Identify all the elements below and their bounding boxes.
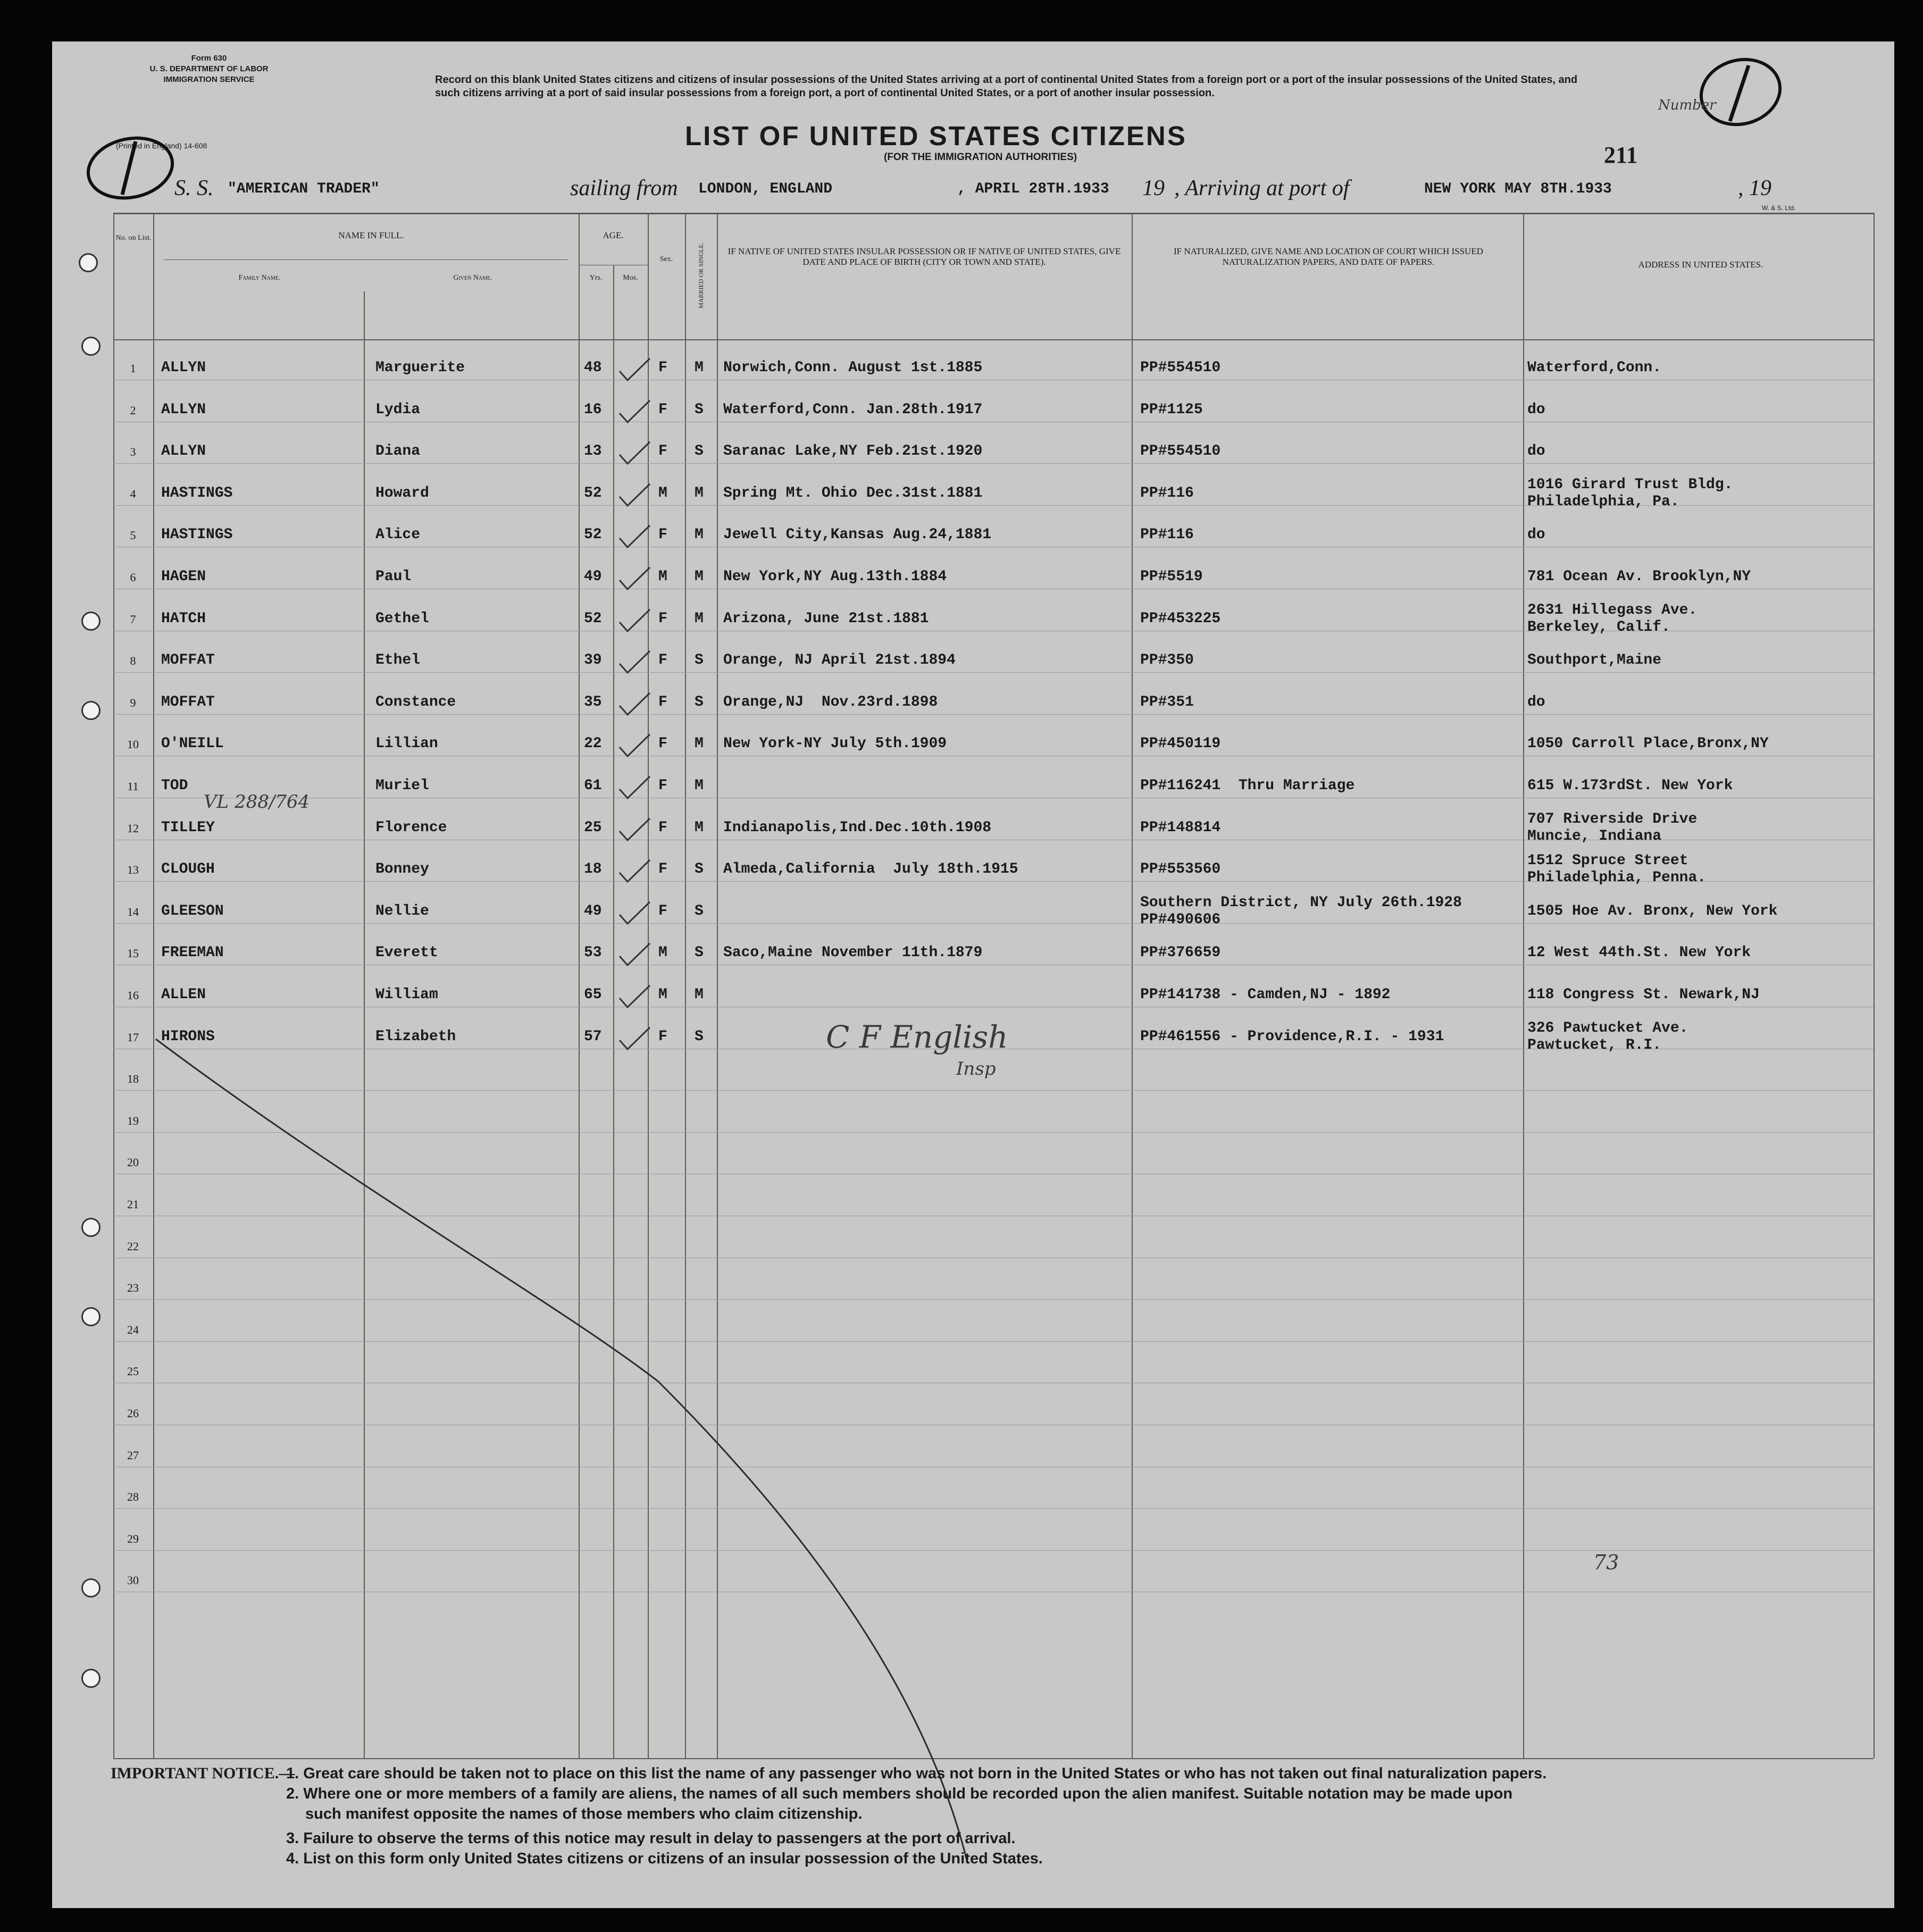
sex-cell: F	[658, 401, 667, 418]
marital-status-cell: M	[695, 819, 704, 836]
marital-status-cell: S	[695, 861, 704, 878]
handwritten-note-row12: VL 288/764	[204, 791, 310, 813]
family-name-cell: MOFFAT	[161, 693, 215, 710]
address-cell: 12 West 44th.St. New York	[1527, 944, 1751, 961]
sex-cell: F	[658, 693, 667, 710]
sex-cell: F	[658, 610, 667, 627]
cancel-line	[52, 41, 1894, 1908]
given-name-cell: Marguerite	[375, 359, 465, 376]
birth-place-cell: New York-NY July 5th.1909	[723, 735, 947, 752]
sailing-date: , APRIL 28TH.1933	[957, 181, 1109, 197]
list-title: LIST OF UNITED STATES CITIZENS	[685, 121, 1187, 151]
row-number: 15	[127, 947, 139, 960]
naturalization-cell: PP#450119	[1140, 735, 1221, 752]
naturalization-cell: PP#5519	[1140, 568, 1203, 585]
age-cell: 52	[584, 484, 602, 501]
inspector-title: Insp	[956, 1058, 996, 1080]
marital-status-cell: M	[695, 359, 704, 376]
arriving-label: , Arriving at port of	[1174, 176, 1350, 200]
sailing-label: sailing from	[570, 176, 678, 200]
address-cell: 326 Pawtucket Ave. Pawtucket, R.I.	[1527, 1019, 1688, 1053]
notice-item-1: 1. Great care should be taken not to place on this list the name of any passenger who was not born in the United States or who has not taken out final naturalization papers.	[286, 1765, 1547, 1782]
port-from: LONDON, ENGLAND	[698, 181, 833, 197]
family-name-cell: HASTINGS	[161, 484, 233, 501]
sex-cell: M	[658, 484, 667, 501]
row-number: 27	[127, 1448, 139, 1462]
given-name-cell: Diana	[375, 443, 421, 460]
naturalization-cell: PP#116241 Thru Marriage	[1140, 777, 1355, 794]
family-name-cell: MOFFAT	[161, 652, 215, 669]
given-name-cell: William	[375, 986, 438, 1003]
family-name-cell: GLEESON	[161, 902, 224, 919]
given-name-cell: Everett	[375, 944, 438, 961]
naturalization-cell: PP#116	[1140, 526, 1194, 543]
row-number: 7	[130, 612, 136, 626]
naturalization-cell: Southern District, NY July 26th.1928 PP#490606	[1140, 894, 1462, 928]
vessel-prefix: S. S.	[174, 176, 214, 200]
address-cell: 707 Riverside Drive Muncie, Indiana	[1527, 810, 1698, 844]
given-name-cell: Elizabeth	[375, 1028, 456, 1045]
header-mos: Mos.	[623, 274, 638, 282]
marital-status-cell: S	[695, 944, 704, 961]
family-name-cell: HATCH	[161, 610, 206, 627]
header-no: No. on List.	[115, 234, 152, 242]
naturalization-cell: PP#351	[1140, 693, 1194, 710]
header-address: ADDRESS IN UNITED STATES.	[1638, 260, 1763, 270]
notice-label: IMPORTANT NOTICE.—	[111, 1764, 295, 1782]
age-cell: 49	[584, 568, 602, 585]
family-name-cell: ALLYN	[161, 443, 206, 460]
naturalization-cell: PP#461556 - Providence,R.I. - 1931	[1140, 1028, 1444, 1045]
marital-status-cell: M	[695, 986, 704, 1003]
birth-place-cell: Spring Mt. Ohio Dec.31st.1881	[723, 484, 983, 501]
number-label: Number	[1658, 97, 1716, 113]
row-number: 4	[130, 487, 136, 500]
naturalization-cell: PP#553560	[1140, 861, 1221, 878]
marital-status-cell: M	[695, 568, 704, 585]
family-name-cell: HAGEN	[161, 568, 206, 585]
naturalization-cell: PP#1125	[1140, 401, 1203, 418]
family-name-cell: ALLYN	[161, 401, 206, 418]
age-cell: 61	[584, 777, 602, 794]
birth-place-cell: Norwich,Conn. August 1st.1885	[723, 359, 983, 376]
row-number: 3	[130, 445, 136, 459]
naturalization-cell: PP#116	[1140, 484, 1194, 501]
given-name-cell: Florence	[375, 819, 447, 836]
intro-text: Record on this blank United States citizens and citizens of insular possessions of the United States arriving at a port of continental United States from a foreign port or a port of the insular possessions of the United States, and such citizens arriving at a port of said insular possessions from a foreign port, a port of continental United States, or a port of another insular possession.	[435, 74, 1578, 99]
notice-item-3: 3. Failure to observe the terms of this notice may result in delay to passengers at the port of arrival.	[286, 1830, 1016, 1847]
sex-cell: F	[658, 777, 667, 794]
row-number: 14	[127, 905, 139, 918]
family-name-cell: FREEMAN	[161, 944, 224, 961]
marital-status-cell: M	[695, 777, 704, 794]
family-name-cell: CLOUGH	[161, 861, 215, 878]
row-number: 24	[127, 1323, 139, 1336]
given-name-cell: Howard	[375, 484, 429, 501]
address-cell: 781 Ocean Av. Brooklyn,NY	[1527, 568, 1751, 585]
vessel-name: "AMERICAN TRADER"	[228, 181, 380, 197]
sex-cell: F	[658, 819, 667, 836]
naturalization-cell: PP#453225	[1140, 610, 1221, 627]
row-number: 30	[127, 1574, 139, 1587]
row-number: 13	[127, 863, 139, 877]
row-number: 21	[127, 1198, 139, 1211]
marital-status-cell: S	[695, 902, 704, 919]
given-name-cell: Gethel	[375, 610, 429, 627]
row-number: 25	[127, 1365, 139, 1378]
header-naturalized: IF NATURALIZED, GIVE NAME AND LOCATION OF COURT WHICH ISSUED NATURALIZATION PAPERS, AND DATE OF PAPERS.	[1173, 246, 1483, 267]
row-number: 2	[130, 403, 136, 417]
sex-cell: F	[658, 652, 667, 669]
birth-place-cell: Arizona, June 21st.1881	[723, 610, 929, 627]
address-cell: 1512 Spruce Street Philadelphia, Penna.	[1527, 852, 1707, 886]
given-name-cell: Ethel	[375, 652, 421, 669]
sex-cell: F	[658, 861, 667, 878]
row-number: 20	[127, 1156, 139, 1169]
row-number: 28	[127, 1490, 139, 1504]
age-cell: 13	[584, 443, 602, 460]
birth-place-cell: Almeda,California July 18th.1915	[723, 861, 1018, 878]
row-number: 18	[127, 1072, 139, 1086]
given-name-cell: Nellie	[375, 902, 429, 919]
marital-status-cell: M	[695, 735, 704, 752]
marital-status-cell: S	[695, 693, 704, 710]
sex-cell: F	[658, 359, 667, 376]
birth-place-cell: New York,NY Aug.13th.1884	[723, 568, 947, 585]
page-number: 211	[1604, 142, 1638, 168]
notice-item-2-cont: such manifest opposite the names of those members who claim citizenship.	[305, 1805, 863, 1822]
row-number: 11	[127, 780, 139, 793]
family-name-cell: TILLEY	[161, 819, 215, 836]
family-name-cell: O'NEILL	[161, 735, 224, 752]
naturalization-cell: PP#148814	[1140, 819, 1221, 836]
given-name-cell: Bonney	[375, 861, 429, 878]
address-cell: do	[1527, 693, 1545, 710]
naturalization-cell: PP#554510	[1140, 359, 1221, 376]
notice-item-2: 2. Where one or more members of a family are aliens, the names of all such members should be recorded upon the alien manifest. Suitable notation may be made upon	[286, 1785, 1513, 1802]
row-number: 12	[127, 821, 139, 835]
manifest-sheet	[52, 41, 1894, 1908]
given-name-cell: Lillian	[375, 735, 438, 752]
marital-status-cell: S	[695, 443, 704, 460]
birth-place-cell: Waterford,Conn. Jan.28th.1917	[723, 401, 983, 418]
row-number: 9	[130, 696, 136, 709]
header-name-in-full: NAME IN FULL.	[338, 230, 404, 240]
address-cell: 615 W.173rdSt. New York	[1527, 777, 1733, 794]
naturalization-cell: PP#350	[1140, 652, 1194, 669]
row-number: 26	[127, 1407, 139, 1420]
age-cell: 53	[584, 944, 602, 961]
marital-status-cell: M	[695, 526, 704, 543]
age-cell: 52	[584, 610, 602, 627]
age-cell: 39	[584, 652, 602, 669]
address-cell: 1505 Hoe Av. Bronx, New York	[1527, 902, 1778, 919]
marital-status-cell: S	[695, 652, 704, 669]
sex-cell: F	[658, 526, 667, 543]
service-label: IMMIGRATION SERVICE	[163, 75, 255, 84]
year-suffix: 19	[1142, 176, 1165, 200]
family-name-cell: ALLEN	[161, 986, 206, 1003]
bottom-number-note: 73	[1593, 1551, 1619, 1574]
birth-place-cell: Indianapolis,Ind.Dec.10th.1908	[723, 819, 992, 836]
age-cell: 52	[584, 526, 602, 543]
year-suffix-2: , 19	[1738, 176, 1771, 200]
address-cell: do	[1527, 401, 1545, 418]
birth-place-cell: Orange, NJ April 21st.1894	[723, 652, 956, 669]
birth-place-cell: Jewell City,Kansas Aug.24,1881	[723, 526, 992, 543]
address-cell: do	[1527, 526, 1545, 543]
given-name-cell: Constance	[375, 693, 456, 710]
header-birth: IF NATIVE OF UNITED STATES INSULAR POSSESSION OR IF NATIVE OF UNITED STATES, GIVE DATE AND PLACE OF BIRTH (CITY OR TOWN AND STATE).	[728, 246, 1121, 267]
age-cell: 16	[584, 401, 602, 418]
address-cell: Southport,Maine	[1527, 652, 1662, 669]
row-number: 17	[127, 1030, 139, 1044]
family-name-cell: ALLYN	[161, 359, 206, 376]
inspector-signature: C F English	[826, 1019, 1008, 1055]
age-cell: 18	[584, 861, 602, 878]
row-number: 16	[127, 989, 139, 1002]
given-name-cell: Alice	[375, 526, 421, 543]
row-number: 19	[127, 1114, 139, 1127]
notice-item-4: 4. List on this form only United States citizens or citizens of an insular possession of the United States.	[286, 1850, 1043, 1867]
header-married-single: MARRIED OR SINGLE.	[697, 242, 705, 308]
age-cell: 22	[584, 735, 602, 752]
age-cell: 35	[584, 693, 602, 710]
family-name-cell: TOD	[161, 777, 188, 794]
age-cell: 25	[584, 819, 602, 836]
naturalization-cell: PP#376659	[1140, 944, 1221, 961]
header-yrs: Yrs.	[589, 274, 603, 282]
marital-status-cell: S	[695, 401, 704, 418]
header-given-name: Given Name.	[453, 274, 492, 282]
sex-cell: M	[658, 944, 667, 961]
form-number: Form 630	[191, 54, 227, 63]
marital-status-cell: M	[695, 484, 704, 501]
age-cell: 48	[584, 359, 602, 376]
address-cell: 118 Congress St. Newark,NJ	[1527, 986, 1760, 1003]
birth-place-cell: Saco,Maine November 11th.1879	[723, 944, 983, 961]
given-name-cell: Muriel	[375, 777, 429, 794]
header-age: AGE.	[603, 230, 624, 240]
address-cell: do	[1527, 443, 1545, 460]
row-number: 6	[130, 571, 136, 584]
row-number: 5	[130, 529, 136, 542]
naturalization-cell: PP#554510	[1140, 443, 1221, 460]
marital-status-cell: M	[695, 610, 704, 627]
sex-cell: F	[658, 735, 667, 752]
header-sex: Sex.	[659, 255, 673, 263]
family-name-cell: HASTINGS	[161, 526, 233, 543]
sex-cell: F	[658, 902, 667, 919]
given-name-cell: Paul	[375, 568, 412, 585]
age-cell: 57	[584, 1028, 602, 1045]
marital-status-cell: S	[695, 1028, 704, 1045]
birth-place-cell: Orange,NJ Nov.23rd.1898	[723, 693, 938, 710]
port-arrival: NEW YORK MAY 8TH.1933	[1424, 181, 1612, 197]
row-number: 29	[127, 1532, 139, 1545]
naturalization-cell: PP#141738 - Camden,NJ - 1892	[1140, 986, 1391, 1003]
family-name-cell: HIRONS	[161, 1028, 215, 1045]
address-cell: 1016 Girard Trust Bldg. Philadelphia, Pa.	[1527, 476, 1733, 510]
row-number: 23	[127, 1281, 139, 1295]
printed-note: (Printed in England) 14-608	[116, 141, 207, 150]
printer-mark: W. & S. Ltd.	[1762, 204, 1796, 212]
address-cell: Waterford,Conn.	[1527, 359, 1662, 376]
given-name-cell: Lydia	[375, 401, 421, 418]
age-cell: 49	[584, 902, 602, 919]
row-number: 1	[130, 362, 136, 375]
age-cell: 65	[584, 986, 602, 1003]
header-family-name: Family Name.	[238, 274, 281, 282]
row-number: 10	[127, 738, 139, 751]
sex-cell: F	[658, 443, 667, 460]
sex-cell: M	[658, 568, 667, 585]
row-number: 8	[130, 654, 136, 668]
sex-cell: M	[658, 986, 667, 1003]
list-subtitle: (FOR THE IMMIGRATION AUTHORITIES)	[884, 152, 1077, 163]
sex-cell: F	[658, 1028, 667, 1045]
address-cell: 2631 Hillegass Ave. Berkeley, Calif.	[1527, 601, 1698, 635]
department-label: U. S. DEPARTMENT OF LABOR	[149, 64, 269, 73]
address-cell: 1050 Carroll Place,Bronx,NY	[1527, 735, 1769, 752]
row-number: 22	[127, 1239, 139, 1253]
birth-place-cell: Saranac Lake,NY Feb.21st.1920	[723, 443, 983, 460]
